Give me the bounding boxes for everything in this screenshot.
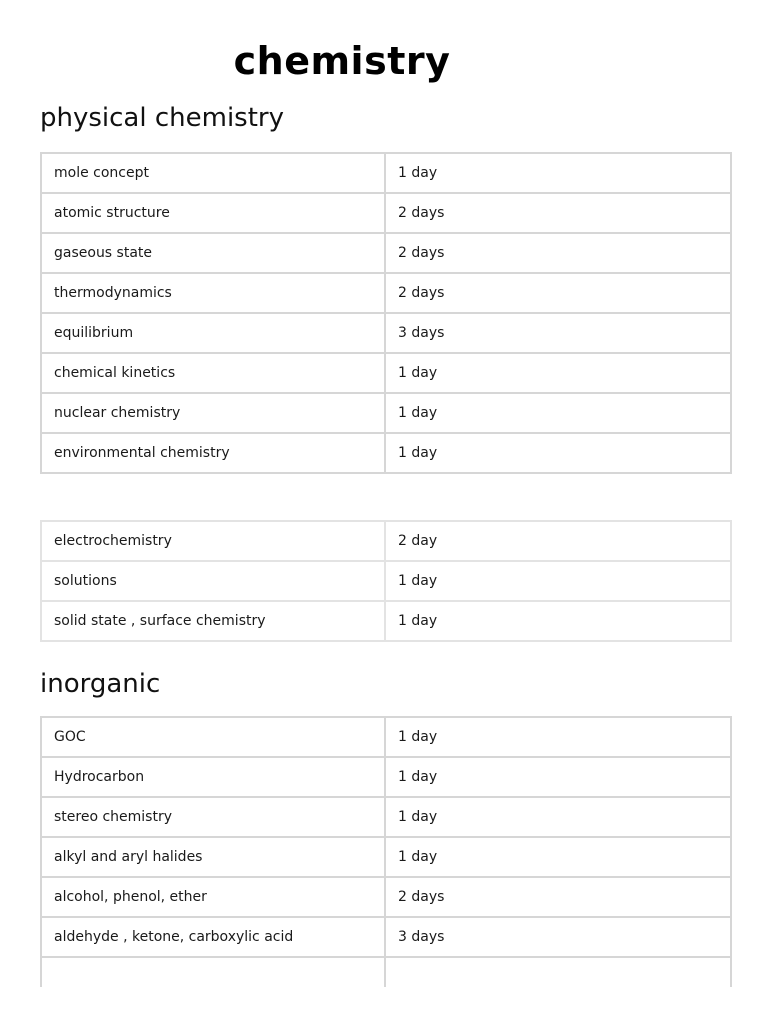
duration-cell xyxy=(385,957,731,987)
duration-cell: 3 days xyxy=(385,917,731,957)
table-row xyxy=(41,433,731,473)
table-row xyxy=(41,273,731,313)
topic-cell: solutions xyxy=(41,561,385,601)
duration-cell: 1 day xyxy=(385,433,731,473)
table-row xyxy=(41,561,731,601)
table-row xyxy=(41,717,731,757)
table-row xyxy=(41,233,731,273)
topic-cell: mole concept xyxy=(41,153,385,193)
topic-cell: GOC xyxy=(41,717,385,757)
table-row xyxy=(41,193,731,233)
duration-cell: 3 days xyxy=(385,313,731,353)
duration-cell: 2 days xyxy=(385,273,731,313)
topic-cell: thermodynamics xyxy=(41,273,385,313)
topic-cell: aldehyde , ketone, carboxylic acid xyxy=(41,917,385,957)
section-heading-inorganic: inorganic xyxy=(40,669,161,699)
duration-cell: 1 day xyxy=(385,757,731,797)
duration-cell: 1 day xyxy=(385,353,731,393)
physical-chemistry-table-continued xyxy=(40,520,732,642)
table-row xyxy=(41,353,731,393)
topic-cell: nuclear chemistry xyxy=(41,393,385,433)
duration-cell: 1 day xyxy=(385,797,731,837)
duration-cell: 2 day xyxy=(385,521,731,561)
page-title: chemistry xyxy=(233,39,451,83)
topic-cell: atomic structure xyxy=(41,193,385,233)
table-row xyxy=(41,153,731,193)
topic-cell: alcohol, phenol, ether xyxy=(41,877,385,917)
table-row xyxy=(41,521,731,561)
duration-cell: 1 day xyxy=(385,717,731,757)
topic-cell xyxy=(41,957,385,987)
topic-cell: environmental chemistry xyxy=(41,433,385,473)
duration-cell: 2 days xyxy=(385,193,731,233)
table-row xyxy=(41,917,731,957)
topic-cell: gaseous state xyxy=(41,233,385,273)
table-row xyxy=(41,797,731,837)
topic-cell: stereo chemistry xyxy=(41,797,385,837)
table-row xyxy=(41,313,731,353)
table-row xyxy=(41,877,731,917)
topic-cell: solid state , surface chemistry xyxy=(41,601,385,641)
duration-cell: 1 day xyxy=(385,601,731,641)
duration-cell: 1 day xyxy=(385,393,731,433)
topic-cell: chemical kinetics xyxy=(41,353,385,393)
table-row xyxy=(41,601,731,641)
table-row xyxy=(41,757,731,797)
duration-cell: 2 days xyxy=(385,877,731,917)
inorganic-table xyxy=(40,716,732,987)
table-row xyxy=(41,957,731,987)
duration-cell: 2 days xyxy=(385,233,731,273)
topic-cell: Hydrocarbon xyxy=(41,757,385,797)
topic-cell: equilibrium xyxy=(41,313,385,353)
table-row xyxy=(41,837,731,877)
physical-chemistry-table xyxy=(40,152,732,474)
section-heading-physical-chemistry: physical chemistry xyxy=(40,103,284,133)
duration-cell: 1 day xyxy=(385,561,731,601)
topic-cell: electrochemistry xyxy=(41,521,385,561)
table-row xyxy=(41,393,731,433)
duration-cell: 1 day xyxy=(385,153,731,193)
topic-cell: alkyl and aryl halides xyxy=(41,837,385,877)
duration-cell: 1 day xyxy=(385,837,731,877)
